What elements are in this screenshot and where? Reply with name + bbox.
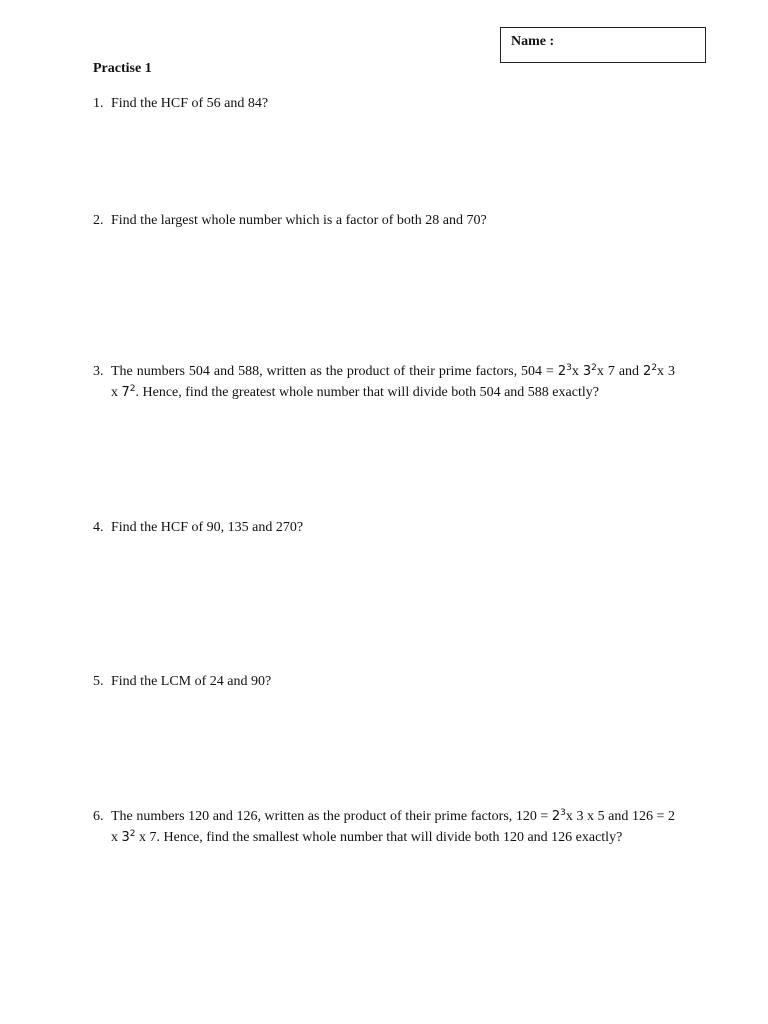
question-number: 3.	[93, 364, 104, 379]
question-2	[93, 211, 675, 232]
question-text: Find the HCF of 56 and 84?	[111, 96, 269, 111]
question-number: 4.	[93, 520, 104, 535]
question-1	[93, 94, 675, 115]
question-number: 2.	[93, 213, 104, 228]
worksheet-title: Practise 1	[93, 61, 152, 76]
question-4	[93, 518, 675, 539]
question-6	[93, 807, 675, 848]
question-text: Find the LCM of 24 and 90?	[111, 674, 272, 689]
question-text: Find the HCF of 90, 135 and 270?	[111, 520, 304, 535]
question-text: Find the largest whole number which is a factor of both 28 and 70?	[111, 213, 487, 228]
question-number: 1.	[93, 96, 104, 111]
question-text: The numbers 120 and 126, written as the product of their prime factors, $120 = 2^3x$ 3 x 5 and 126 = 2 x $3^2$ x 7. Hence, find the smallest whole number that will divide both 120 and 126 exactly?	[111, 808, 676, 845]
question-3	[93, 362, 675, 403]
name-box	[500, 27, 706, 63]
name-label: Name :	[511, 34, 555, 49]
question-number: 6.	[93, 809, 104, 824]
question-text: The numbers 504 and 588, written as the product of their prime factors, $504 = 2^3x$ $3^2x$ 7 and $2^2x$ 3 x $7^2$. Hence, find the greatest whole number that will divide both 504 and 588 exactly?	[111, 363, 676, 400]
question-5	[93, 672, 675, 693]
question-number: 5.	[93, 674, 104, 689]
